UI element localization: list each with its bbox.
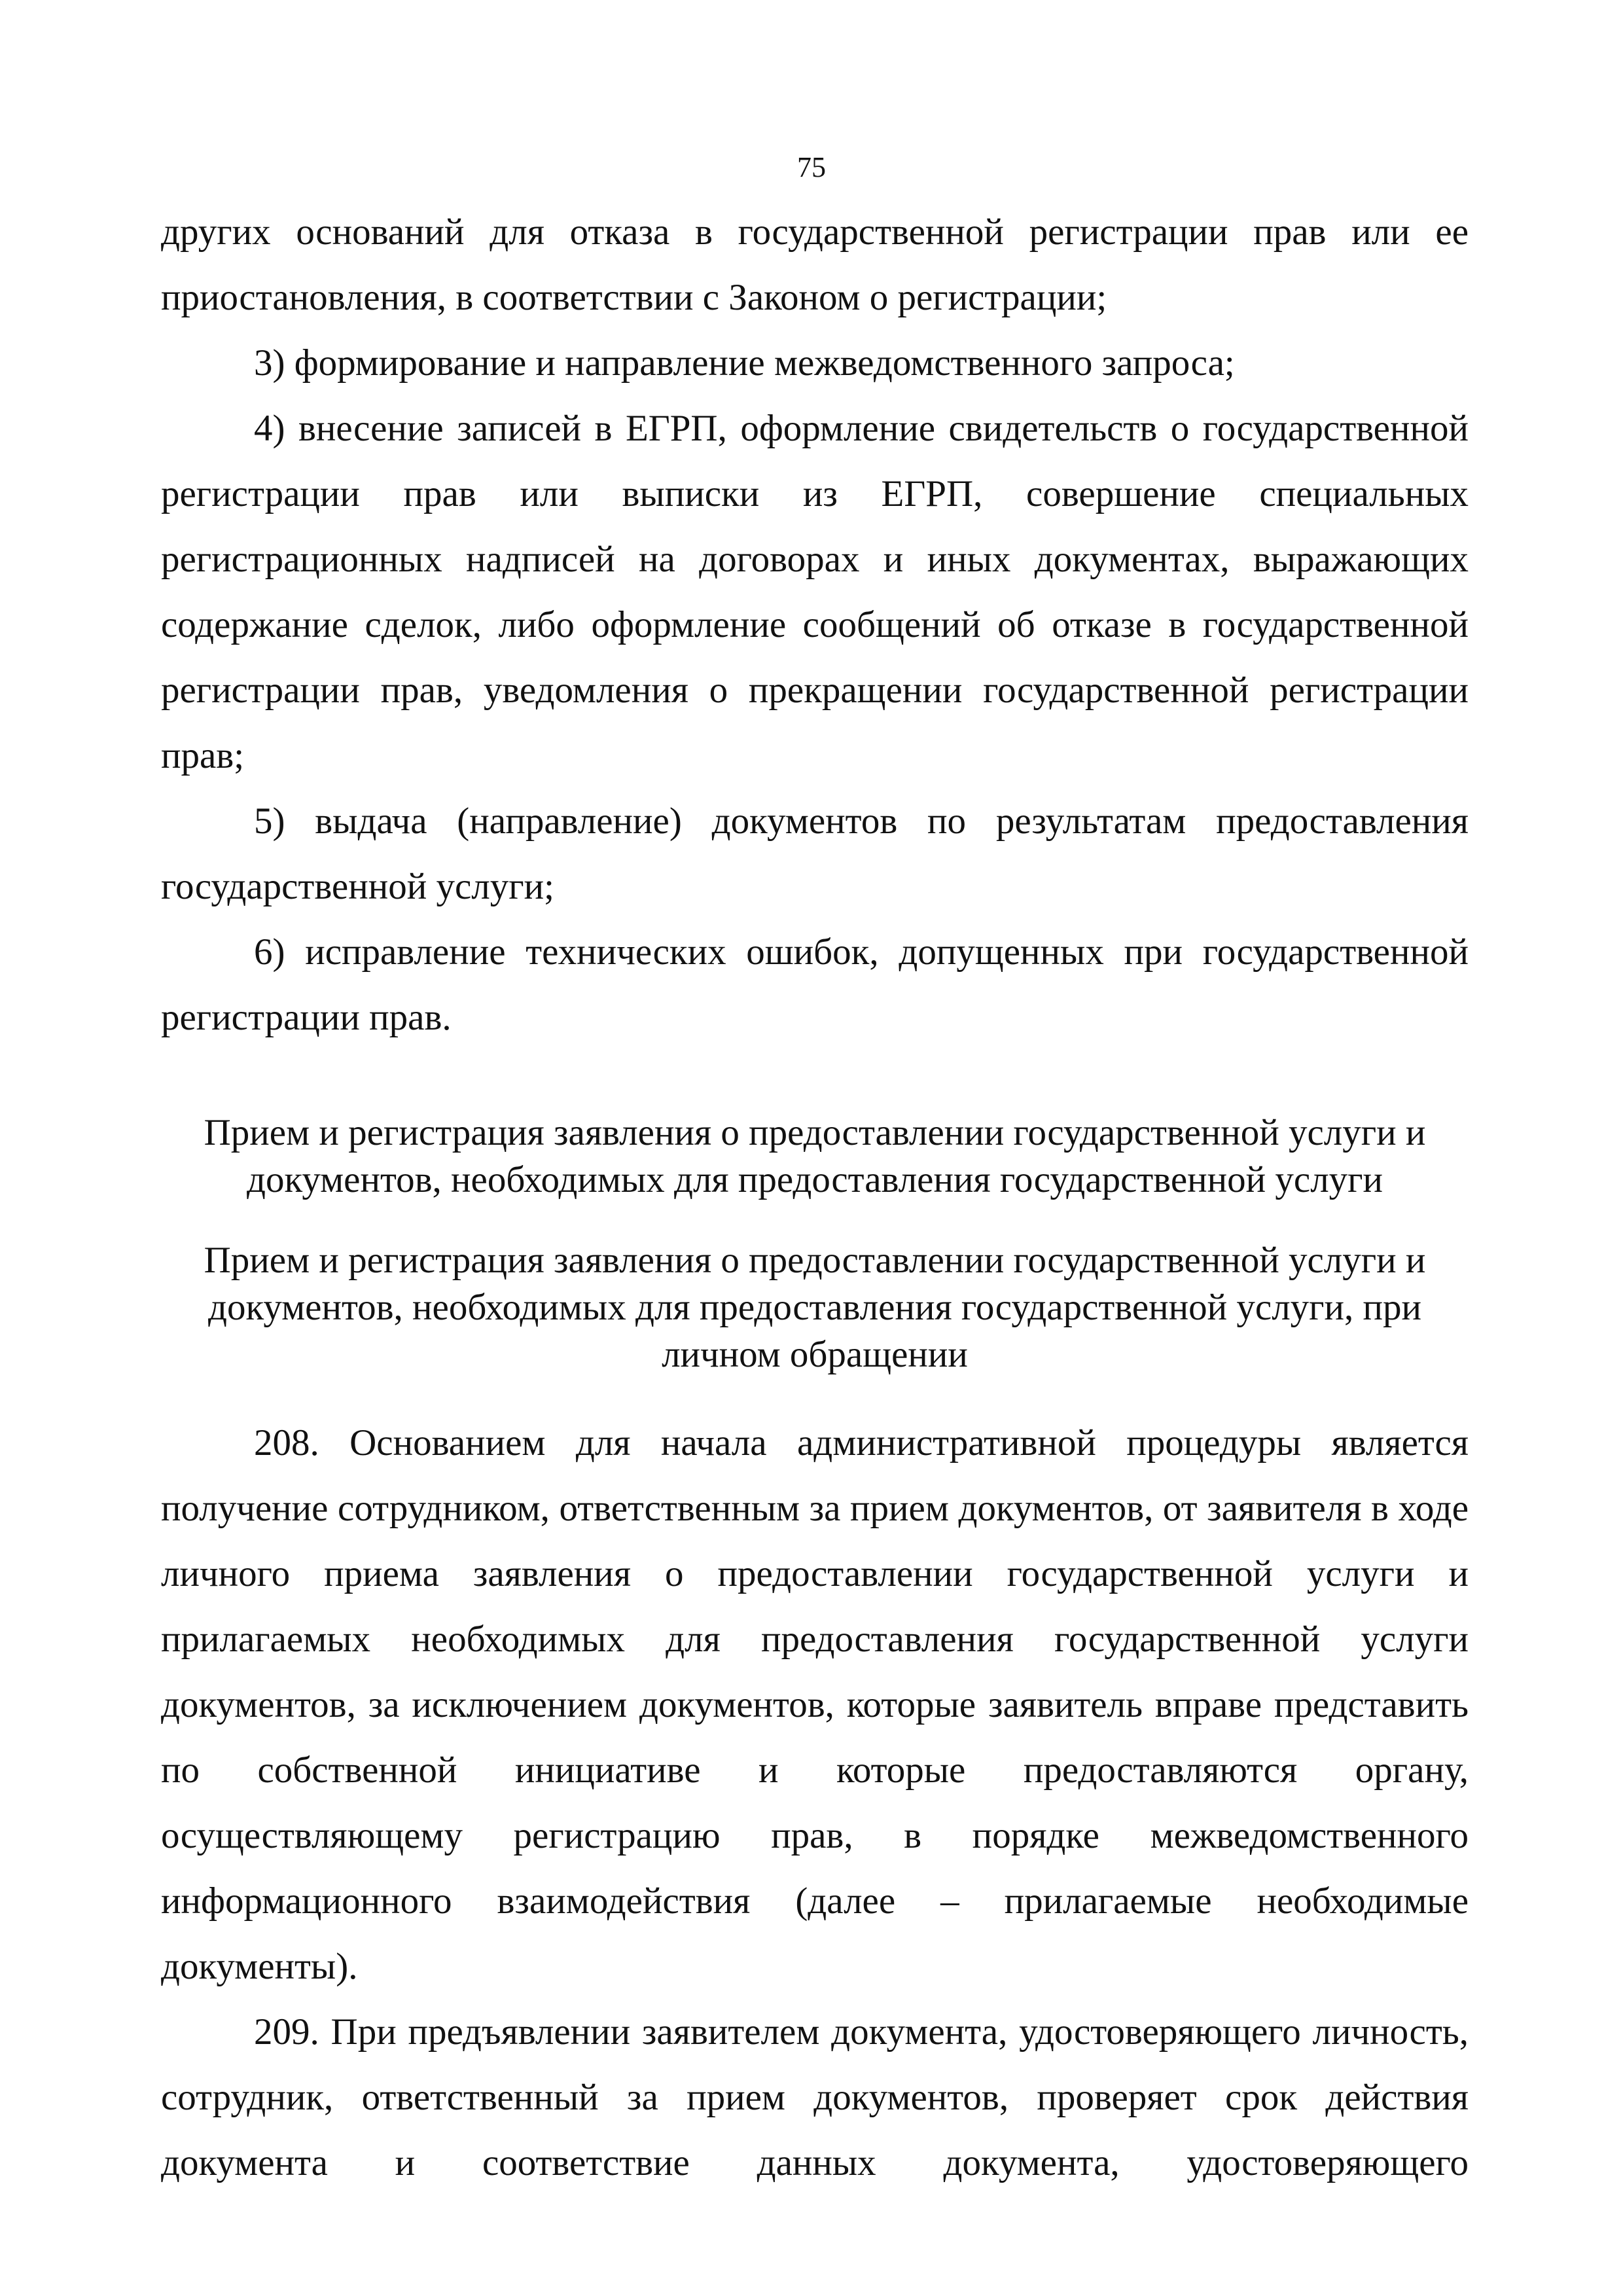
list-item-6: 6) исправление технических ошибок, допущенных при государственной регистрации прав.	[161, 931, 1469, 1038]
section-heading: Прием и регистрация заявления о предоставлении государственной услуги и документов, необходимых для предоставления государственной услуги	[204, 1112, 1426, 1200]
subsection-heading: Прием и регистрация заявления о предоставлении государственной услуги и документов, необходимых для предоставления государственной услуги, при личном обращении	[204, 1240, 1426, 1375]
list-item-4: 4) внесение записей в ЕГРП, оформление свидетельств о государственной регистрации прав или выписки из ЕГРП, совершение специальных регистрационных надписей на договорах и иных документах, выражающих содержание сделок, либо оформление сообщений об отказе в государственной регистрации прав, уведомления о прекращении государственной регистрации прав;	[161, 408, 1469, 776]
paragraph-208: 208. Основанием для начала административной процедуры является получение сотрудником, ответственным за прием документов, от заявителя в ходе личного приема заявления о предоставлении государственной услуги и прилагаемых необходимых для предоставления государственной услуги документов, за исключением документов, которые заявитель вправе представить по собственной инициативе и которые предоставляются органу, осуществляющему регистрацию прав, в порядке межведомственного информационного взаимодействия (далее – прилагаемые необходимые документы).	[161, 1422, 1469, 1987]
list-item-5: 5) выдача (направление) документов по результатам предоставления государственной услуги;	[161, 800, 1469, 907]
numbered-paragraphs-block	[161, 1410, 1469, 2196]
continuation-paragraph: других оснований для отказа в государственной регистрации прав или ее приостановления, в соответствии с Законом о регистрации;	[161, 211, 1469, 318]
section-list-block	[161, 200, 1469, 1050]
list-item-3: 3) формирование и направление межведомственного запроса;	[254, 342, 1235, 384]
paragraph-209: 209. При предъявлении заявителем документа, удостоверяющего личность, сотрудник, ответственный за прием документов, проверяет срок действия документа и соответствие данных документа, удостоверяющего	[161, 2011, 1469, 2183]
page-number: 75	[797, 151, 826, 183]
